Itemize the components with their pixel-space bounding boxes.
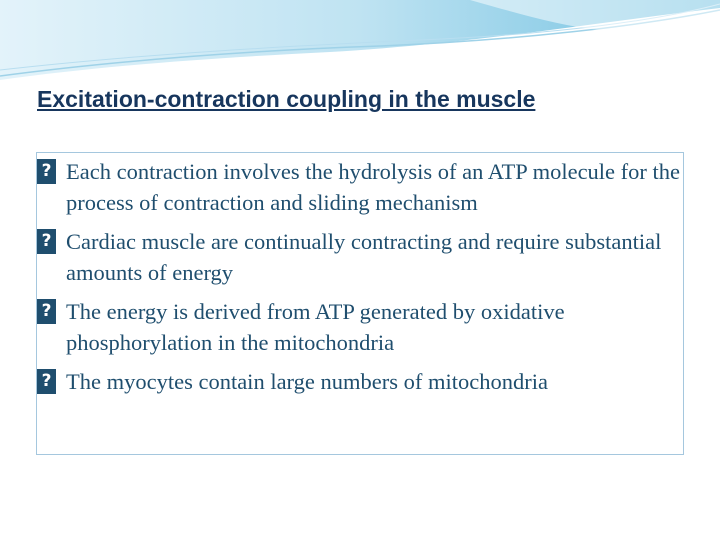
list-item xyxy=(37,366,683,397)
list-item xyxy=(37,156,683,218)
bullet-text: The energy is derived from ATP generated by oxidative phosphorylation in the mitochondria xyxy=(66,299,565,355)
content-box xyxy=(36,152,684,455)
replacement-character-icon: ? xyxy=(37,299,56,324)
bullet-text: The myocytes contain large numbers of mitochondria xyxy=(66,369,548,394)
replacement-character-icon: ? xyxy=(37,159,56,184)
list-item xyxy=(37,226,683,288)
slide-title: Excitation-contraction coupling in the muscle xyxy=(37,86,536,112)
header-wave-decoration xyxy=(0,0,720,90)
list-item xyxy=(37,296,683,358)
replacement-character-icon: ? xyxy=(37,369,56,394)
replacement-character-icon: ? xyxy=(37,229,56,254)
bullet-text: Each contraction involves the hydrolysis of an ATP molecule for the process of contraction and sliding mechanism xyxy=(66,159,681,215)
bullet-text: Cardiac muscle are continually contracting and require substantial amounts of energy xyxy=(66,229,662,285)
bullet-list xyxy=(37,156,683,397)
